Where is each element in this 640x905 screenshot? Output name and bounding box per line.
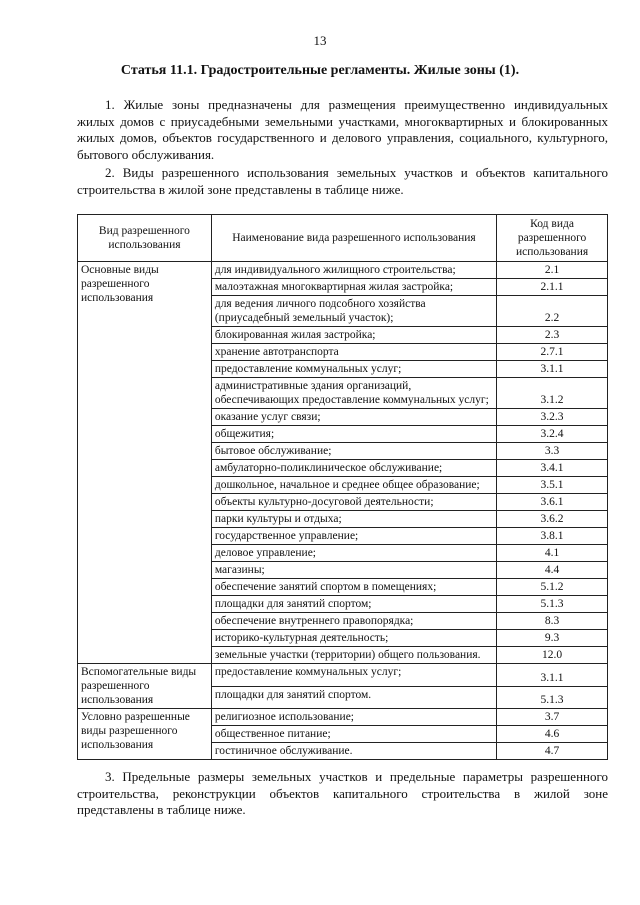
- use-code-cell: 2.7.1: [497, 344, 608, 361]
- use-name-cell: малоэтажная многоквартирная жилая застройка;: [211, 279, 496, 296]
- use-type-cell: Основные виды разрешенного использования: [78, 262, 212, 664]
- use-code-cell: 8.3: [497, 613, 608, 630]
- use-name-cell: для ведения личного подсобного хозяйства (приусадебный земельный участок);: [211, 296, 496, 327]
- use-name-cell: дошкольное, начальное и среднее общее образование;: [211, 477, 496, 494]
- table-row: [78, 709, 608, 726]
- paragraph-2: 2. Виды разрешенного использования земельных участков и объектов капитального строительства в жилой зоне представлены в таблице ниже.: [77, 165, 608, 197]
- header-use-code: Код вида разрешенного использования: [497, 215, 608, 262]
- use-type-cell: Условно разрешенные виды разрешенного использования: [78, 709, 212, 760]
- use-code-cell: 3.5.1: [497, 477, 608, 494]
- use-name-cell: площадки для занятий спортом.: [211, 686, 496, 709]
- use-code-cell: 3.6.1: [497, 494, 608, 511]
- article-title: Статья 11.1. Градостроительные регламенты. Жилые зоны (1).: [120, 63, 520, 78]
- use-name-cell: обеспечение занятий спортом в помещениях;: [211, 579, 496, 596]
- use-code-cell: 4.6: [497, 726, 608, 743]
- use-name-cell: объекты культурно-досуговой деятельности;: [211, 494, 496, 511]
- use-name-cell: историко-культурная деятельность;: [211, 630, 496, 647]
- paragraph-1: 1. Жилые зоны предназначены для размещения преимущественно индивидуальных жилых домов с приусадебными земельными участками, многоквартирных и блокированных жилых домов, объектов государственного и делового управления, социального, культурного, бытового обслуживания.: [77, 97, 608, 162]
- use-name-cell: площадки для занятий спортом;: [211, 596, 496, 613]
- use-code-cell: 3.2.3: [497, 409, 608, 426]
- use-code-cell: 4.1: [497, 545, 608, 562]
- permitted-use-table: [77, 214, 608, 760]
- table-body: [78, 262, 608, 760]
- use-code-cell: 9.3: [497, 630, 608, 647]
- use-name-cell: оказание услуг связи;: [211, 409, 496, 426]
- use-name-cell: блокированная жилая застройка;: [211, 327, 496, 344]
- use-code-cell: 2.2: [497, 296, 608, 327]
- use-name-cell: обеспечение внутреннего правопорядка;: [211, 613, 496, 630]
- table-row: [78, 664, 608, 687]
- use-code-cell: 3.6.2: [497, 511, 608, 528]
- use-code-cell: 2.1: [497, 262, 608, 279]
- use-code-cell: 5.1.3: [497, 686, 608, 709]
- use-code-cell: 2.1.1: [497, 279, 608, 296]
- use-name-cell: хранение автотранспорта: [211, 344, 496, 361]
- use-code-cell: 12.0: [497, 647, 608, 664]
- use-name-cell: общественное питание;: [211, 726, 496, 743]
- use-code-cell: 5.1.2: [497, 579, 608, 596]
- use-code-cell: 3.8.1: [497, 528, 608, 545]
- use-name-cell: государственное управление;: [211, 528, 496, 545]
- use-code-cell: 3.4.1: [497, 460, 608, 477]
- use-name-cell: магазины;: [211, 562, 496, 579]
- header-use-type: Вид разрешенного использования: [78, 215, 212, 262]
- paragraph-3: 3. Предельные размеры земельных участков и предельные параметры разрешенного строительства, реконструкции объектов капитального строительства в жилой зоне представлены в таблице ниже.: [77, 769, 608, 817]
- use-name-cell: религиозное использование;: [211, 709, 496, 726]
- use-code-cell: 3.2.4: [497, 426, 608, 443]
- use-name-cell: общежития;: [211, 426, 496, 443]
- use-code-cell: 3.7: [497, 709, 608, 726]
- use-code-cell: 3.1.2: [497, 378, 608, 409]
- page-number: 13: [313, 33, 327, 48]
- use-code-cell: 5.1.3: [497, 596, 608, 613]
- use-type-cell: Вспомогательные виды разрешенного использования: [78, 664, 212, 709]
- use-name-cell: деловое управление;: [211, 545, 496, 562]
- use-code-cell: 3.3: [497, 443, 608, 460]
- table-row: [78, 262, 608, 279]
- use-name-cell: бытовое обслуживание;: [211, 443, 496, 460]
- use-name-cell: земельные участки (территории) общего пользования.: [211, 647, 496, 664]
- header-use-name: Наименование вида разрешенного использования: [211, 215, 496, 262]
- use-code-cell: 4.7: [497, 743, 608, 760]
- use-name-cell: амбулаторно-поликлиническое обслуживание;: [211, 460, 496, 477]
- use-name-cell: административные здания организаций, обеспечивающих предоставление коммунальных услуг;: [211, 378, 496, 409]
- use-code-cell: 2.3: [497, 327, 608, 344]
- use-code-cell: 4.4: [497, 562, 608, 579]
- use-name-cell: предоставление коммунальных услуг;: [211, 664, 496, 687]
- use-name-cell: гостиничное обслуживание.: [211, 743, 496, 760]
- use-code-cell: 3.1.1: [497, 664, 608, 687]
- use-code-cell: 3.1.1: [497, 361, 608, 378]
- use-name-cell: парки культуры и отдыха;: [211, 511, 496, 528]
- table-header-row: [78, 215, 608, 262]
- use-name-cell: для индивидуального жилищного строительства;: [211, 262, 496, 279]
- use-name-cell: предоставление коммунальных услуг;: [211, 361, 496, 378]
